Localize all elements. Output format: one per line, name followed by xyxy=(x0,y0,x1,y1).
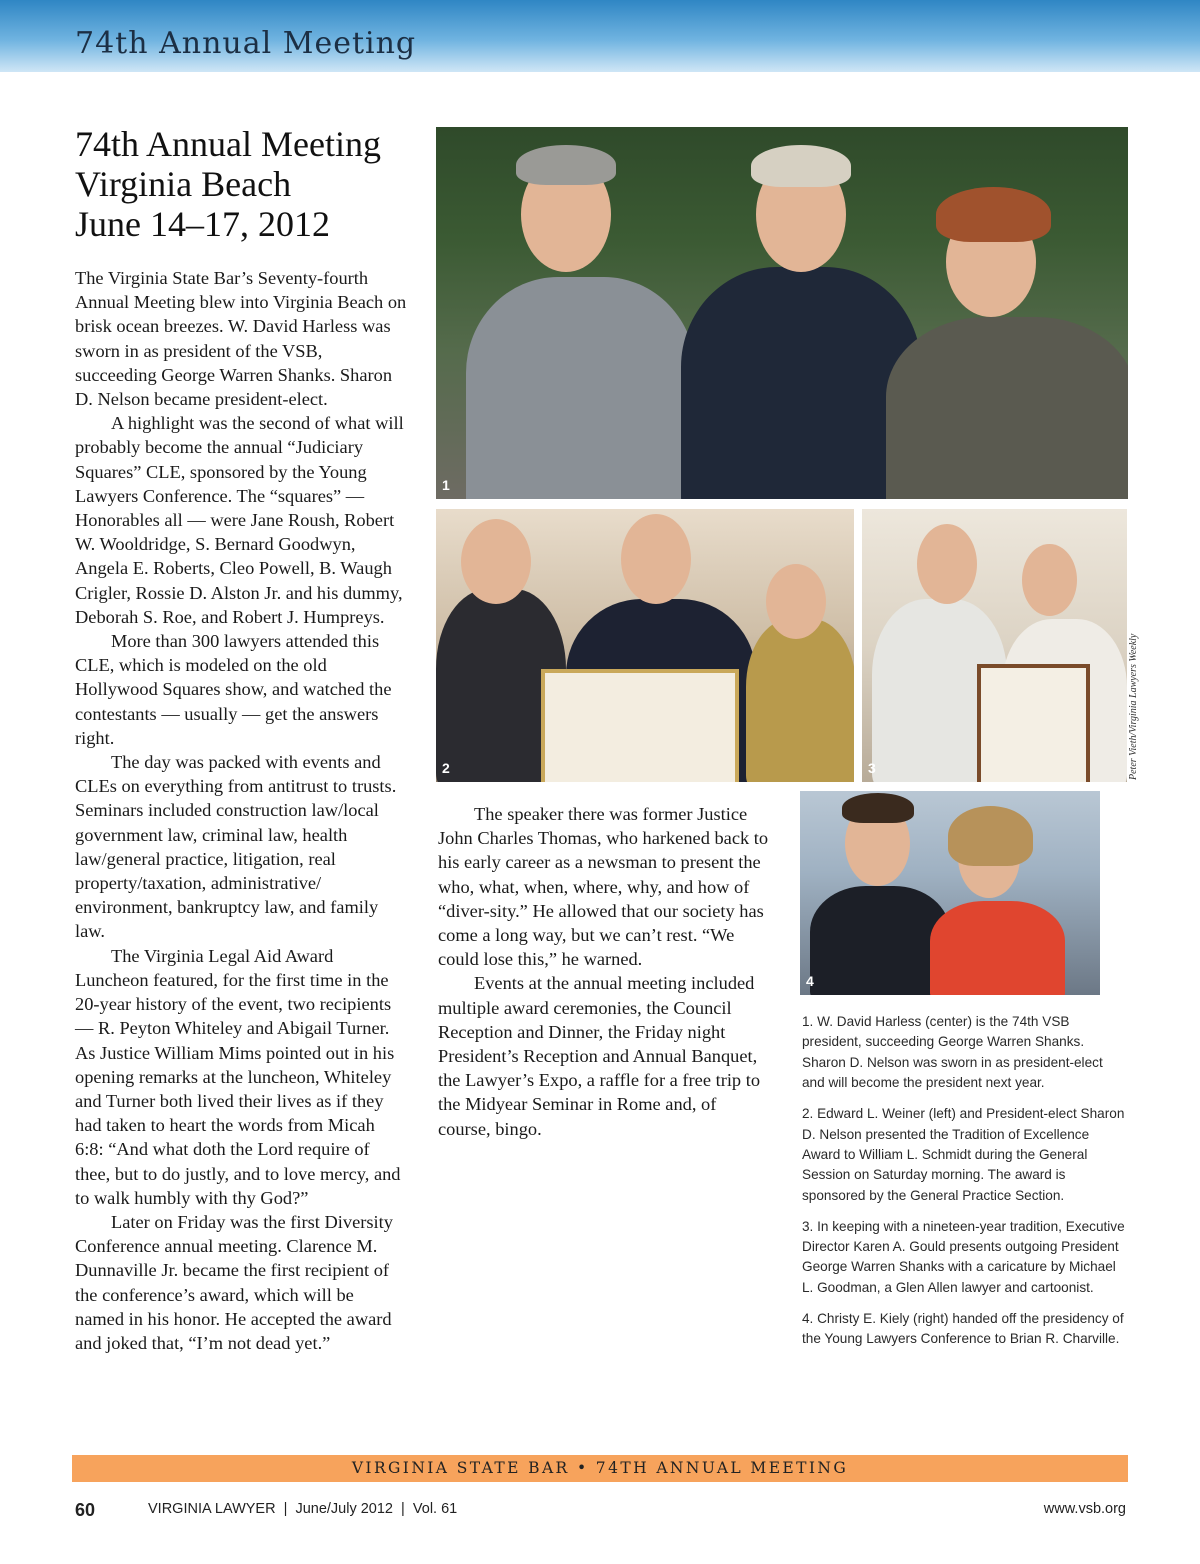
person-figure xyxy=(930,901,1065,995)
photo-number: 3 xyxy=(868,760,876,776)
person-figure xyxy=(466,277,696,499)
photo-number: 4 xyxy=(806,973,814,989)
footer-banner xyxy=(72,1455,1128,1482)
person-face xyxy=(917,524,977,604)
photo-4 xyxy=(800,791,1100,995)
header-band xyxy=(0,0,1200,72)
article-middle-column xyxy=(438,802,770,1141)
photo-1 xyxy=(436,127,1128,499)
page-number: 60 xyxy=(75,1500,96,1520)
award-certificate xyxy=(541,669,739,782)
person-face xyxy=(621,514,691,604)
person-hair xyxy=(516,145,616,185)
article-paragraph: Later on Friday was the first Diversity Conference annual meeting. Clarence M. Dunnaville Jr. became the first recipient of the conference’s award, which will be named in his honor. He accepted the award and joked that, “I’m not dead yet.” xyxy=(75,1211,393,1353)
person-hair xyxy=(842,793,914,823)
article-paragraph: The speaker there was former Justice John Charles Thomas, who harkened back to his early career as a newsman to present the who, what, when, where, why, and how of “diver-sity.” He allowed that our society has come a long way, but we can’t rest. “We could lose this,” he warned. xyxy=(438,804,769,970)
headline-line: June 14–17, 2012 xyxy=(75,204,330,244)
person-face xyxy=(766,564,826,639)
article-paragraph: The day was packed with events and CLEs on everything from antitrust to trusts. Seminars included construction law/local government law, criminal law, health law/general practice, litigation, real property/taxation, administrative/ environment, bankruptcy law, and family law. xyxy=(75,752,397,942)
caption: 2. Edward L. Weiner (left) and President-elect Sharon D. Nelson presented the Tradition of Excellence Award to William L. Schmidt during the General Session on Saturday morning. The award is sponsored by the General Practice Section. xyxy=(802,1106,1125,1203)
person-figure xyxy=(886,317,1128,499)
article-paragraph: Events at the annual meeting included multiple award ceremonies, the Council Reception and Dinner, the Friday night President’s Reception and Annual Banquet, the Lawyer’s Expo, a raffle for a free trip to the Midyear Seminar in Rome and, of course, bingo. xyxy=(438,973,761,1139)
person-face xyxy=(1022,544,1077,616)
footer-banner-text: VIRGINIA STATE BAR • 74TH ANNUAL MEETING xyxy=(351,1459,849,1477)
photo-credit: Peter Vieth/Virginia Lawyers Weekly xyxy=(1128,633,1139,780)
article-paragraph: The Virginia State Bar’s Seventy-fourth Annual Meeting blew into Virginia Beach on brisk ocean breezes. W. David Harless was sworn in as president of the VSB, succeeding George Warren Shanks. Sharon D. Nelson became president-elect. xyxy=(75,268,407,410)
photo-2 xyxy=(436,509,854,782)
section-title: 74th Annual Meeting xyxy=(75,26,417,61)
person-hair xyxy=(936,187,1051,242)
photo-captions xyxy=(802,1012,1128,1360)
person-face xyxy=(461,519,531,604)
article-paragraph: A highlight was the second of what will probably become the annual “Judiciary Squares” CLE, sponsored by the Young Lawyers Conference. The “squares” — Honorables all — were Jane Roush, Robert W. Wooldridge, S. Bernard Goodwyn, Angela E. Roberts, Cleo Powell, B. Waugh Crigler, Rossie D. Alston Jr. and his dummy, Deborah S. Roe, and Robert J. Humpreys. xyxy=(75,413,404,627)
photo-number: 1 xyxy=(442,477,450,493)
person-hair xyxy=(948,806,1033,866)
person-hair xyxy=(751,145,851,187)
article-paragraph: More than 300 lawyers attended this CLE, which is modeled on the old Hollywood Squares show, and watched the contestants — usually — get the answers right. xyxy=(75,631,392,748)
article-paragraph: The Virginia Legal Aid Award Luncheon featured, for the first time in the 20-year history of the event, two recipients — R. Peyton Whiteley and Abigail Turner. As Justice William Mims pointed out in his opening remarks at the luncheon, Whiteley and Turner both lived their lives as if they had taken to heart the words from Micah 6:8: “And what doth the Lord require of thee, but to do justly, and to love mercy, and to walk humbly with thy God?” xyxy=(75,945,401,1208)
headline-line: Virginia Beach xyxy=(75,164,292,204)
article-headline xyxy=(75,124,425,244)
caption: 1. W. David Harless (center) is the 74th VSB president, succeeding George Warren Shanks. Sharon D. Nelson was sworn in as president-elect and will become the president next year. xyxy=(802,1014,1103,1091)
framed-caricature xyxy=(977,664,1090,782)
photo-3 xyxy=(862,509,1127,782)
publication-info: VIRGINIA LAWYER | June/July 2012 | Vol. 61 xyxy=(148,1501,458,1517)
caption: 4. Christy E. Kiely (right) handed off the presidency of the Young Lawyers Conference to Brian R. Charville. xyxy=(802,1310,1124,1347)
website-link[interactable]: www.vsb.org xyxy=(1043,1501,1126,1517)
person-figure xyxy=(746,619,854,782)
headline-line: 74th Annual Meeting xyxy=(75,124,381,164)
caption: 3. In keeping with a nineteen-year tradition, Executive Director Karen A. Gould presents outgoing President George Warren Shanks with a caricature by Michael L. Goodman, a Glen Allen lawyer and cartoonist. xyxy=(802,1218,1125,1295)
article-left-column xyxy=(75,266,407,1355)
person-figure xyxy=(810,886,950,995)
person-figure xyxy=(681,267,921,499)
photo-number: 2 xyxy=(442,760,450,776)
